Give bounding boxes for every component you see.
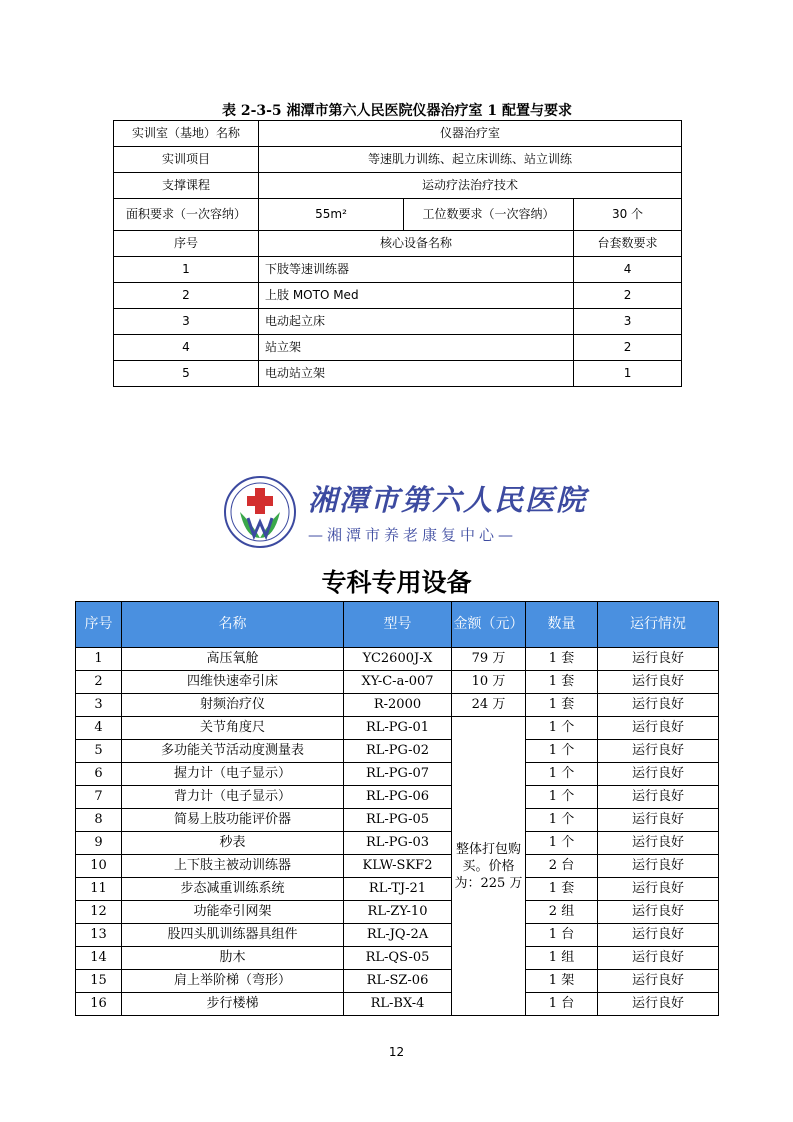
row-model: YC2600J-X — [344, 648, 452, 671]
row-qty: 1 个 — [526, 809, 598, 832]
table-row — [114, 361, 682, 387]
row-name: 简易上肢功能评价器 — [122, 809, 344, 832]
row-model: RL-QS-05 — [344, 947, 452, 970]
header-device: 核心设备名称 — [259, 231, 574, 257]
table-row — [76, 878, 719, 901]
header-qty: 台套数要求 — [574, 231, 682, 257]
row-name: 肋木 — [122, 947, 344, 970]
row-name: 功能牵引网架 — [122, 901, 344, 924]
row-qty: 2 组 — [526, 901, 598, 924]
row-qty: 1 个 — [526, 717, 598, 740]
row-status: 运行良好 — [598, 740, 719, 763]
table-row — [76, 993, 719, 1016]
table-row — [76, 786, 719, 809]
hospital-logo — [222, 470, 588, 556]
hospital-subtitle: —湘潭市养老康复中心— — [308, 526, 518, 544]
row-model: RL-PG-07 — [344, 763, 452, 786]
col-amount: 金额（元） — [452, 602, 526, 648]
row-no: 5 — [76, 740, 122, 763]
row-status: 运行良好 — [598, 671, 719, 694]
area-label: 面积要求（一次容纳） — [114, 199, 259, 231]
row-status: 运行良好 — [598, 924, 719, 947]
row-no: 6 — [76, 763, 122, 786]
row-no: 12 — [76, 901, 122, 924]
course-value: 运动疗法治疗技术 — [259, 173, 682, 199]
row-amount: 24 万 — [452, 694, 526, 717]
row-no: 3 — [114, 309, 259, 335]
stations-label: 工位数要求（一次容纳） — [404, 199, 574, 231]
row-device: 站立架 — [259, 335, 574, 361]
row-device: 下肢等速训练器 — [259, 257, 574, 283]
hospital-name: 湘潭市第六人民医院 — [308, 483, 588, 517]
project-label: 实训项目 — [114, 147, 259, 173]
row-status: 运行良好 — [598, 901, 719, 924]
row-name: 背力计（电子显示） — [122, 786, 344, 809]
table-row — [76, 648, 719, 671]
row-name: 多功能关节活动度测量表 — [122, 740, 344, 763]
row-qty: 1 个 — [526, 763, 598, 786]
row-status: 运行良好 — [598, 786, 719, 809]
table-row — [114, 257, 682, 283]
room-value: 仪器治疗室 — [259, 121, 682, 147]
stations-value: 30 个 — [574, 199, 682, 231]
col-qty: 数量 — [526, 602, 598, 648]
project-value: 等速肌力训练、起立床训练、站立训练 — [259, 147, 682, 173]
table-row — [76, 740, 719, 763]
row-status: 运行良好 — [598, 878, 719, 901]
table-caption: 表 2-3-5 湘潭市第六人民医院仪器治疗室 1 配置与要求 — [221, 103, 573, 119]
lab-config-table — [113, 120, 682, 387]
row-name: 步行楼梯 — [122, 993, 344, 1016]
hospital-emblem-icon — [222, 472, 298, 552]
row-no: 8 — [76, 809, 122, 832]
row-name: 股四头肌训练器具组件 — [122, 924, 344, 947]
row-no: 5 — [114, 361, 259, 387]
room-label: 实训室（基地）名称 — [114, 121, 259, 147]
row-status: 运行良好 — [598, 832, 719, 855]
col-name: 名称 — [122, 602, 344, 648]
row-qty: 2 — [574, 335, 682, 361]
table-row — [114, 283, 682, 309]
table-row — [76, 855, 719, 878]
row-name: 肩上举阶梯（弯形） — [122, 970, 344, 993]
table-row — [76, 763, 719, 786]
row-status: 运行良好 — [598, 694, 719, 717]
row-model: RL-JQ-2A — [344, 924, 452, 947]
row-no: 13 — [76, 924, 122, 947]
row-qty: 1 套 — [526, 694, 598, 717]
table-row — [76, 901, 719, 924]
col-status: 运行情况 — [598, 602, 719, 648]
row-model: RL-PG-06 — [344, 786, 452, 809]
header-no: 序号 — [114, 231, 259, 257]
row-model: RL-PG-01 — [344, 717, 452, 740]
row-name: 秒表 — [122, 832, 344, 855]
row-device: 上肢 MOTO Med — [259, 283, 574, 309]
row-model: RL-PG-02 — [344, 740, 452, 763]
row-no: 3 — [76, 694, 122, 717]
row-qty: 1 组 — [526, 947, 598, 970]
row-model: RL-PG-03 — [344, 832, 452, 855]
row-qty: 4 — [574, 257, 682, 283]
row-status: 运行良好 — [598, 763, 719, 786]
row-status: 运行良好 — [598, 717, 719, 740]
row-no: 7 — [76, 786, 122, 809]
row-model: R-2000 — [344, 694, 452, 717]
table-row — [76, 947, 719, 970]
row-no: 9 — [76, 832, 122, 855]
row-no: 4 — [76, 717, 122, 740]
row-qty: 1 台 — [526, 993, 598, 1016]
table-row — [76, 694, 719, 717]
col-no: 序号 — [76, 602, 122, 648]
table-row — [76, 832, 719, 855]
row-no: 1 — [76, 648, 122, 671]
row-name: 关节角度尺 — [122, 717, 344, 740]
row-name: 四维快速牵引床 — [122, 671, 344, 694]
row-status: 运行良好 — [598, 809, 719, 832]
row-model: RL-BX-4 — [344, 993, 452, 1016]
table-row — [114, 335, 682, 361]
table-row — [76, 717, 719, 740]
course-label: 支撑课程 — [114, 173, 259, 199]
row-qty: 2 — [574, 283, 682, 309]
row-qty: 1 套 — [526, 671, 598, 694]
row-status: 运行良好 — [598, 947, 719, 970]
row-model: RL-TJ-21 — [344, 878, 452, 901]
row-model: KLW-SKF2 — [344, 855, 452, 878]
row-qty: 1 台 — [526, 924, 598, 947]
row-qty: 1 个 — [526, 832, 598, 855]
row-status: 运行良好 — [598, 648, 719, 671]
row-name: 上下肢主被动训练器 — [122, 855, 344, 878]
merged-amount: 整体打包购买。价格为：225 万 — [452, 717, 526, 1016]
row-amount: 10 万 — [452, 671, 526, 694]
row-model: RL-SZ-06 — [344, 970, 452, 993]
row-qty: 1 个 — [526, 740, 598, 763]
row-qty: 1 个 — [526, 786, 598, 809]
page-number: 12 — [388, 1045, 405, 1059]
row-no: 15 — [76, 970, 122, 993]
table-row — [76, 924, 719, 947]
row-name: 握力计（电子显示） — [122, 763, 344, 786]
row-name: 射频治疗仪 — [122, 694, 344, 717]
row-device: 电动起立床 — [259, 309, 574, 335]
col-model: 型号 — [344, 602, 452, 648]
row-qty: 1 套 — [526, 878, 598, 901]
row-name: 步态减重训练系统 — [122, 878, 344, 901]
row-amount: 79 万 — [452, 648, 526, 671]
row-no: 4 — [114, 335, 259, 361]
row-status: 运行良好 — [598, 970, 719, 993]
row-status: 运行良好 — [598, 993, 719, 1016]
row-qty: 1 — [574, 361, 682, 387]
row-qty: 2 台 — [526, 855, 598, 878]
row-no: 14 — [76, 947, 122, 970]
row-model: XY-C-a-007 — [344, 671, 452, 694]
area-value: 55m² — [259, 199, 404, 231]
row-name: 高压氧舱 — [122, 648, 344, 671]
table-row — [76, 671, 719, 694]
row-no: 11 — [76, 878, 122, 901]
table-row — [76, 970, 719, 993]
row-model: RL-PG-05 — [344, 809, 452, 832]
row-no: 1 — [114, 257, 259, 283]
row-no: 2 — [76, 671, 122, 694]
row-qty: 1 套 — [526, 648, 598, 671]
row-no: 16 — [76, 993, 122, 1016]
row-no: 10 — [76, 855, 122, 878]
row-device: 电动站立架 — [259, 361, 574, 387]
row-status: 运行良好 — [598, 855, 719, 878]
equipment-title: 专科专用设备 — [321, 568, 472, 597]
row-qty: 3 — [574, 309, 682, 335]
table-row — [76, 809, 719, 832]
row-model: RL-ZY-10 — [344, 901, 452, 924]
row-no: 2 — [114, 283, 259, 309]
row-qty: 1 架 — [526, 970, 598, 993]
equipment-table — [75, 601, 719, 1016]
table-row — [114, 309, 682, 335]
